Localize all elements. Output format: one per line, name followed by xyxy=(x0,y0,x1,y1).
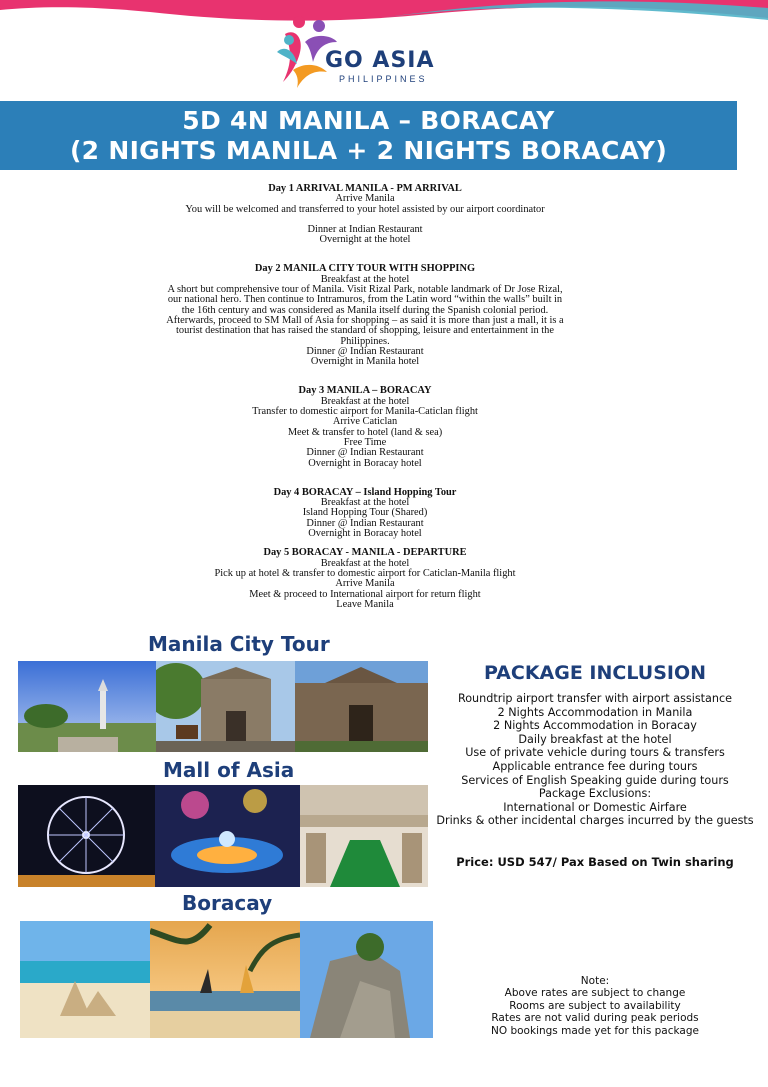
day-2 xyxy=(150,264,580,367)
photo-rock-formation xyxy=(300,921,433,1038)
exclusion-heading: Package Exclusions: xyxy=(538,787,652,801)
day-line: Dinner @ Indian Restaurant xyxy=(306,345,424,357)
day-5 xyxy=(150,548,580,610)
day-line: Free Time xyxy=(343,436,387,448)
note-line: Rooms are subject to availability xyxy=(509,999,681,1012)
price-text: Price: USD 547/ Pax Based on Twin sharing xyxy=(456,855,734,869)
day-line: Breakfast at the hotel xyxy=(320,395,410,407)
day-line: Meet & transfer to hotel (land & sea) xyxy=(287,426,443,438)
title-banner xyxy=(0,101,737,170)
day-line: Dinner @ Indian Restaurant xyxy=(306,517,424,529)
inclusion-item: Services of English Speaking guide during tours xyxy=(461,773,729,787)
day-line: Afterwards, proceed to SM Mall of Asia for shopping – as said it is more than just a mall, it is a xyxy=(166,314,564,326)
logo-subtitle: PHILIPPINES xyxy=(339,74,428,84)
day-line: Arrive Manila xyxy=(335,193,395,205)
day-line: Island Hopping Tour (Shared) xyxy=(302,507,428,519)
day-line: You will be welcomed and transferred to your hotel assisted by our airport coordinator xyxy=(185,203,545,215)
day-heading: Day 3 MANILA – BORACAY xyxy=(298,385,432,397)
exclusion-item: Drinks & other incidental charges incurred by the guests xyxy=(436,814,754,828)
note-heading: Note: xyxy=(580,975,610,987)
note-block xyxy=(470,975,720,1037)
day-line: Meet & proceed to International airport for return flight xyxy=(249,588,481,600)
day-line: Breakfast at the hotel xyxy=(320,497,410,509)
day-line: tourist destination that has raised the standard of shopping, leisure and entertainment in the xyxy=(175,325,554,337)
section-heading-boracay: Boracay xyxy=(182,891,273,915)
day-heading: Day 2 MANILA CITY TOUR WITH SHOPPING xyxy=(254,263,476,275)
photo-sunset-sailboats xyxy=(150,921,300,1038)
inclusion-item: Applicable entrance fee during tours xyxy=(492,759,698,773)
inclusion-item: Use of private vehicle during tours & transfers xyxy=(465,746,725,760)
day-line: Arrive Caticlan xyxy=(332,416,398,428)
day-line: Overnight in Manila hotel xyxy=(310,356,420,368)
company-logo xyxy=(275,12,465,92)
day-1 xyxy=(150,184,580,245)
note-line: Rates are not valid during peak periods xyxy=(491,1012,699,1025)
photo-sandcastle-beach xyxy=(20,921,150,1038)
day-heading: Day 5 BORACAY - MANILA - DEPARTURE xyxy=(263,547,467,559)
day-line: Transfer to domestic airport for Manila-Caticlan flight xyxy=(252,406,478,418)
photo-intramuros-church xyxy=(156,661,295,752)
itinerary xyxy=(150,184,580,619)
photo-mall-fireworks xyxy=(155,785,300,887)
day-line: Dinner @ Indian Restaurant xyxy=(306,447,424,459)
day-line: Overnight in Boracay hotel xyxy=(308,528,422,540)
day-line: Dinner at Indian Restaurant xyxy=(307,223,423,235)
inclusion-item: Daily breakfast at the hotel xyxy=(518,732,672,746)
day-heading: Day 4 BORACAY – Island Hopping Tour xyxy=(273,486,457,498)
day-heading: Day 1 ARRIVAL MANILA - PM ARRIVAL xyxy=(268,183,462,194)
day-line: Arrive Manila xyxy=(335,578,395,590)
photo-mall-interior xyxy=(300,785,428,887)
note-line: Above rates are subject to change xyxy=(504,987,686,1000)
package-inclusion-title: PACKAGE INCLUSION xyxy=(483,662,707,684)
photo-fort-santiago xyxy=(295,661,428,752)
inclusion-item: 2 Nights Accommodation in Boracay xyxy=(493,719,697,733)
day-line: Breakfast at the hotel xyxy=(320,273,410,285)
title-line-1: 5D 4N MANILA – BORACAY xyxy=(182,106,555,135)
day-line: Overnight in Boracay hotel xyxy=(308,457,422,469)
photo-ferris-wheel xyxy=(18,785,155,887)
day-3 xyxy=(150,386,580,468)
day-line: our national hero. Then continue to Intramuros, from the Latin word “within the walls” built in xyxy=(167,294,563,306)
title-line-2: (2 NIGHTS MANILA + 2 NIGHTS BORACAY) xyxy=(69,136,668,165)
section-heading-manila: Manila City Tour xyxy=(148,632,330,656)
day-line: Philippines. xyxy=(340,335,390,347)
day-line: the 16th century and was considered as Manila itself during the Spanish colonial period. xyxy=(181,304,549,316)
package-inclusion-list xyxy=(430,692,760,828)
day-line: Pick up at hotel & transfer to domestic airport for Caticlan-Manila flight xyxy=(214,567,516,579)
exclusion-item: International or Domestic Airfare xyxy=(503,800,687,814)
day-4 xyxy=(150,488,580,539)
inclusion-item: Roundtrip airport transfer with airport assistance xyxy=(457,692,733,705)
inclusion-item: 2 Nights Accommodation in Manila xyxy=(497,705,693,719)
photo-rizal-park xyxy=(18,661,156,752)
day-line: Breakfast at the hotel xyxy=(320,557,410,569)
day-line: Overnight at the hotel xyxy=(319,234,411,246)
note-line: NO bookings made yet for this package xyxy=(491,1024,699,1037)
day-line: Leave Manila xyxy=(336,598,394,610)
day-line: A short but comprehensive tour of Manila. Visit Rizal Park, notable landmark of Dr Jose Rizal, xyxy=(167,284,563,296)
logo-wordmark: GO ASIA xyxy=(325,48,435,73)
section-heading-mall: Mall of Asia xyxy=(163,758,295,782)
